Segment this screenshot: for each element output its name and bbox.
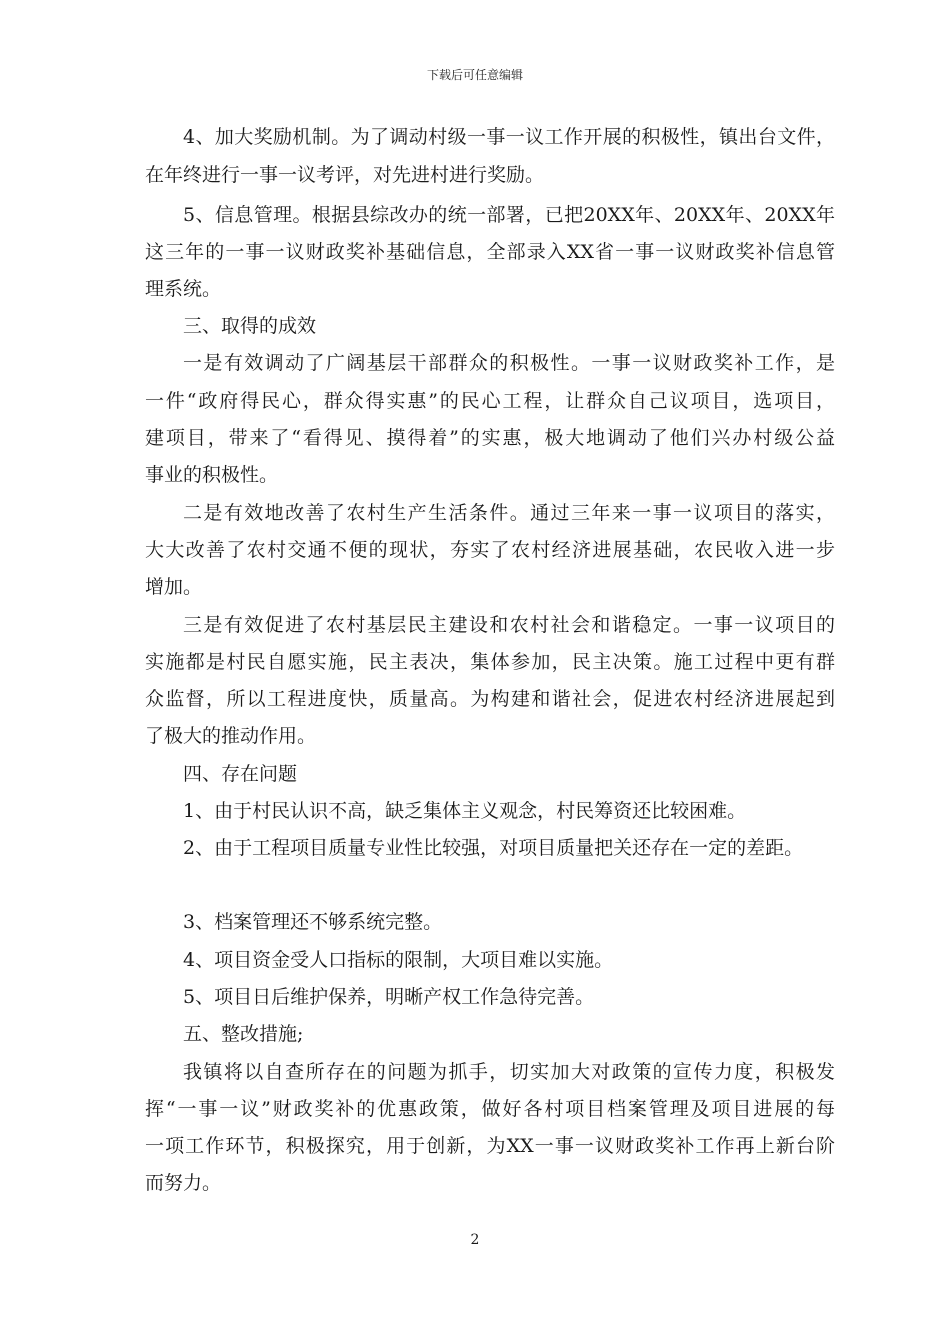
paragraph-line: 三是有效促进了农村基层民主建设和农村社会和谐稳定。一事一议项目的 bbox=[183, 614, 835, 636]
list-item: 3、档案管理还不够系统完整。 bbox=[183, 911, 443, 933]
paragraph-line: 实施都是村民自愿实施，民主表决，集体参加，民主决策。施工过程中更有群 bbox=[145, 651, 835, 673]
paragraph-line: 而努力。 bbox=[145, 1172, 222, 1194]
paragraph-line: 了极大的推动作用。 bbox=[145, 725, 317, 747]
paragraph-line: 大大改善了农村交通不便的现状，夯实了农村经济进展基础，农民收入进一步 bbox=[145, 539, 835, 561]
paragraph-line: 事业的积极性。 bbox=[145, 464, 279, 486]
paragraph-line: 一项工作环节，积极探究，用于创新，为XX一事一议财政奖补工作再上新台阶 bbox=[145, 1135, 835, 1157]
paragraph-line: 我镇将以自查所存在的问题为抓手，切实加大对政策的宣传力度，积极发 bbox=[183, 1061, 835, 1083]
list-item: 1、由于村民认识不高，缺乏集体主义观念，村民筹资还比较困难。 bbox=[183, 800, 747, 822]
paragraph-line: 这三年的一事一议财政奖补基础信息，全部录入XX省一事一议财政奖补信息管 bbox=[145, 241, 835, 263]
paragraph-line: 增加。 bbox=[145, 576, 203, 598]
paragraph-line: 4、加大奖励机制。为了调动村级一事一议工作开展的积极性，镇出台文件， bbox=[183, 126, 835, 148]
section-heading: 五、整改措施; bbox=[183, 1023, 304, 1045]
paragraph-line: 建项目，带来了“看得见、摸得着”的实惠，极大地调动了他们兴办村级公益 bbox=[145, 427, 835, 449]
paragraph-line: 挥“一事一议”财政奖补的优惠政策，做好各村项目档案管理及项目进展的每 bbox=[145, 1098, 835, 1120]
paragraph-line: 理系统。 bbox=[145, 278, 222, 300]
paragraph-line: 5、信息管理。根据县综改办的统一部署，已把20XX年、20XX年、20XX年 bbox=[183, 204, 835, 226]
section-heading: 三、取得的成效 bbox=[183, 315, 317, 337]
paragraph-line: 一件“政府得民心，群众得实惠”的民心工程，让群众自己议项目，选项目， bbox=[145, 390, 835, 412]
list-item: 2、由于工程项目质量专业性比较强，对项目质量把关还存在一定的差距。 bbox=[183, 837, 804, 859]
paragraph-line: 一是有效调动了广阔基层干部群众的积极性。一事一议财政奖补工作，是 bbox=[183, 352, 835, 374]
section-heading: 四、存在问题 bbox=[183, 763, 298, 785]
page-header: 下载后可任意编辑 bbox=[426, 68, 523, 82]
page-number: 2 bbox=[470, 1232, 480, 1248]
list-item: 5、项目日后维护保养，明晰产权工作急待完善。 bbox=[183, 986, 595, 1008]
paragraph-line: 二是有效地改善了农村生产生活条件。通过三年来一事一议项目的落实， bbox=[183, 502, 835, 524]
paragraph-line: 众监督，所以工程进度快，质量高。为构建和谐社会，促进农村经济进展起到 bbox=[145, 688, 835, 710]
list-item: 4、项目资金受人口指标的限制，大项目难以实施。 bbox=[183, 949, 614, 971]
paragraph-line: 在年终进行一事一议考评，对先进村进行奖励。 bbox=[145, 164, 545, 186]
